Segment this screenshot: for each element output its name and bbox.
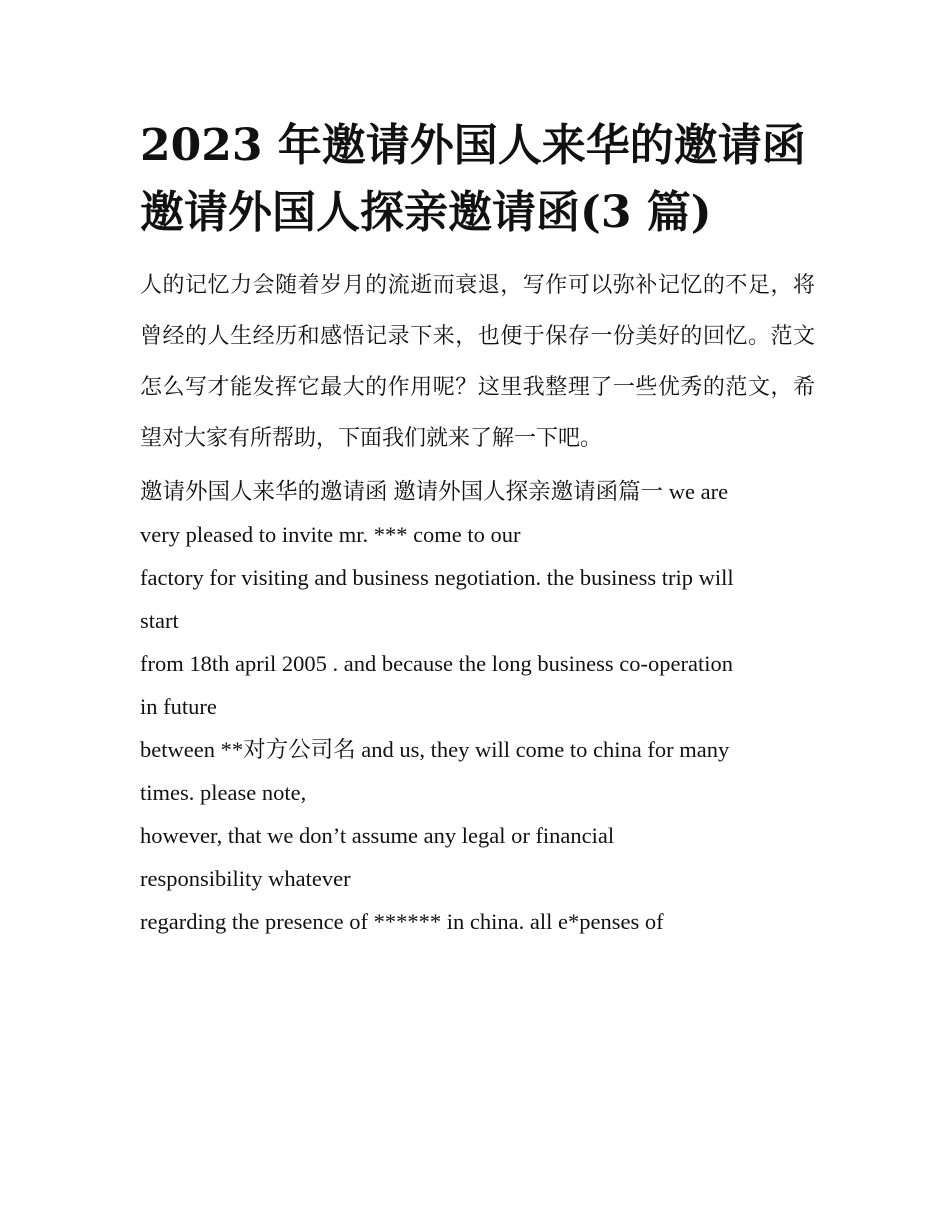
text-line: 邀请外国人来华的邀请函 邀请外国人探亲邀请函篇一 we are (140, 479, 729, 504)
text-line: responsibility whatever (140, 866, 351, 891)
letter-body (140, 470, 815, 943)
text-line: start (140, 608, 179, 633)
document-title: 2023 年邀请外国人来华的邀请函 邀请外国人探亲邀请函(3 篇) (140, 120, 806, 238)
text-line: regarding the presence of ****** in china. all e*penses of (140, 909, 664, 934)
intro-paragraph: 人的记忆力会随着岁月的流逝而衰退，写作可以弥补记忆的不足，将曾经的人生经历和感悟记录下来，也便于保存一份美好的回忆。范文怎么写才能发挥它最大的作用呢？这里我整理了一些优秀的范文，希望对大家有所帮助，下面我们就来了解一下吧。 (140, 273, 815, 451)
text-line: very pleased to invite mr. *** come to our (140, 522, 521, 547)
text-line: from 18th april 2005 . and because the long business co-operation (140, 651, 733, 676)
text-line: between **对方公司名 and us, they will come to china for many (140, 737, 730, 762)
document-page (140, 112, 815, 943)
text-line: in future (140, 694, 217, 719)
text-line: times. please note, (140, 780, 307, 805)
text-line: factory for visiting and business negotiation. the business trip will (140, 565, 734, 590)
text-line: however, that we don’t assume any legal or financial (140, 823, 615, 848)
